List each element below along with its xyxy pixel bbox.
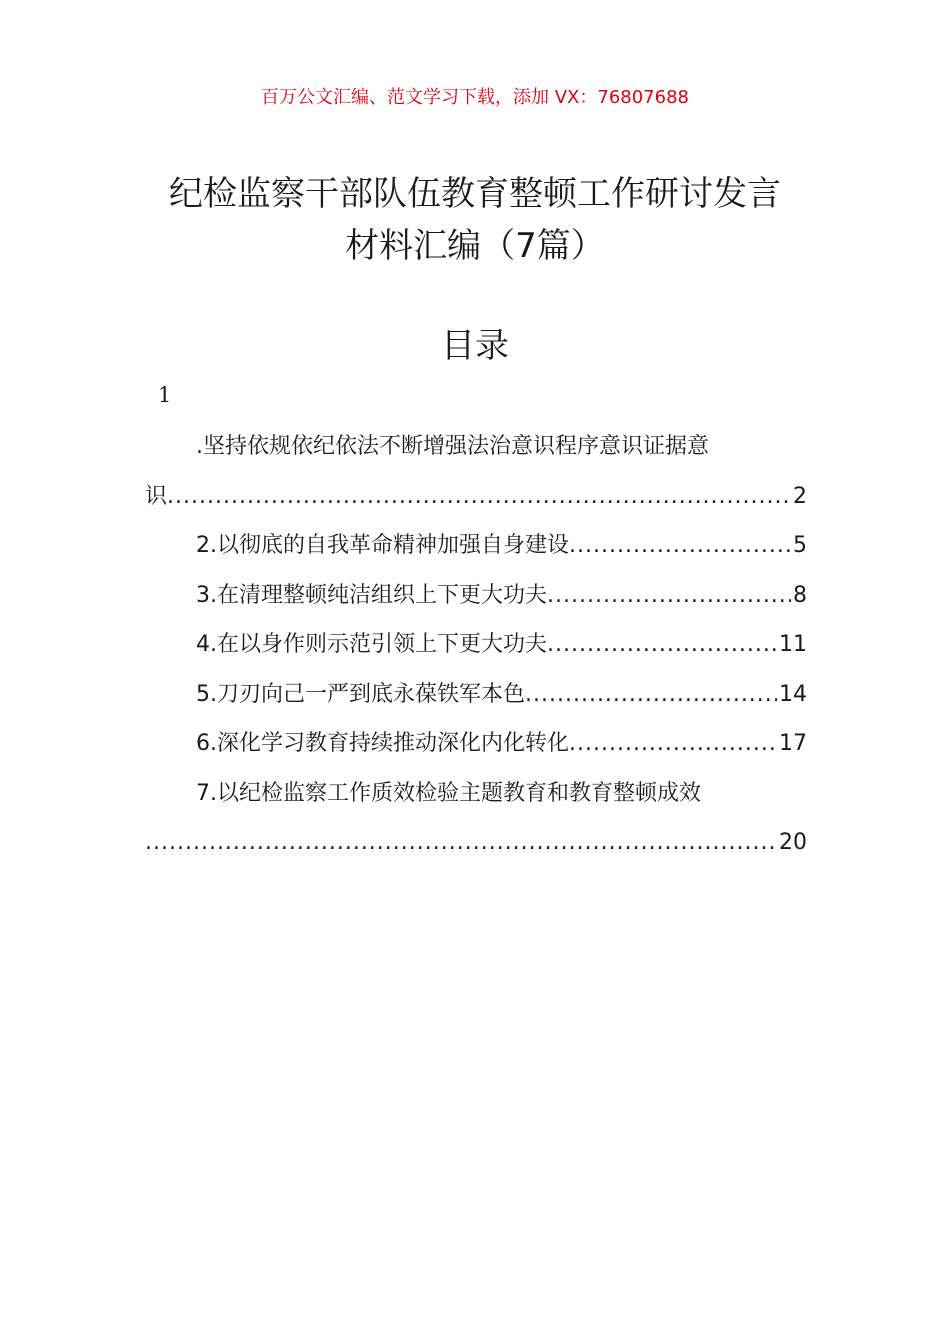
toc-entry-label: 4.在以身作则示范引领上下更大功夫 xyxy=(196,632,547,657)
toc-leader-dots xyxy=(525,670,777,720)
toc-entry-7-line-2 xyxy=(145,818,807,868)
toc-entry-3-line xyxy=(145,571,807,621)
toc-leader-dots xyxy=(167,472,791,522)
toc-entry-label: 5.刀刃向己一严到底永葆铁军本色 xyxy=(196,681,525,707)
toc-entry-6-line xyxy=(145,719,807,769)
toc-entry-7[interactable] xyxy=(145,769,807,868)
toc-entry-7-line-1 xyxy=(145,769,807,819)
toc-page-number: 5 xyxy=(793,533,807,558)
table-of-contents xyxy=(145,422,807,868)
toc-page-number: 14 xyxy=(779,681,807,707)
toc-entry-1[interactable] xyxy=(145,422,807,521)
toc-page-number: 20 xyxy=(779,830,807,855)
toc-entry-label: .坚持依规依纪依法不断增强法治意识程序意识证据意 xyxy=(196,434,709,459)
toc-number-marker: 1 xyxy=(158,383,172,407)
toc-entry-4[interactable] xyxy=(145,620,807,670)
toc-leader-dots xyxy=(145,818,777,868)
toc-entry-label-continued: 识 xyxy=(145,483,168,509)
header-promo-note: 百万公文汇编、范文学习下载，添加 VX：76807688 xyxy=(261,87,689,108)
toc-entry-label: 7.以纪检监察工作质效检验主题教育和教育整顿成效 xyxy=(196,780,701,806)
toc-entry-6[interactable] xyxy=(145,719,807,769)
document-title-line-1: 纪检监察干部队伍教育整顿工作研讨发言 xyxy=(169,174,781,214)
toc-entry-2[interactable] xyxy=(145,521,807,571)
toc-entry-1-line-1 xyxy=(145,422,807,472)
toc-entry-5[interactable] xyxy=(145,670,807,720)
toc-leader-dots xyxy=(569,521,791,571)
toc-entry-5-line xyxy=(145,670,807,720)
toc-entry-label: 6.深化学习教育持续推动深化内化转化 xyxy=(196,731,569,756)
toc-entry-label: 3.在清理整顿纯洁组织上下更大功夫 xyxy=(196,582,547,608)
document-title xyxy=(120,168,830,272)
toc-entry-1-line-2 xyxy=(145,472,807,522)
toc-entry-label: 2.以彻底的自我革命精神加强自身建设 xyxy=(196,533,569,558)
document-title-line-2: 材料汇编（7篇） xyxy=(345,226,605,266)
toc-leader-dots xyxy=(547,620,777,670)
toc-page-number: 8 xyxy=(793,582,807,608)
toc-entry-3[interactable] xyxy=(145,571,807,621)
toc-page-number: 17 xyxy=(779,731,807,756)
toc-entry-2-line xyxy=(145,521,807,571)
toc-page-number: 11 xyxy=(779,632,807,657)
toc-entry-4-line xyxy=(145,620,807,670)
toc-page-number: 2 xyxy=(793,483,807,509)
toc-leader-dots xyxy=(547,571,791,621)
toc-heading: 目录 xyxy=(441,326,509,366)
toc-leader-dots xyxy=(569,719,777,769)
